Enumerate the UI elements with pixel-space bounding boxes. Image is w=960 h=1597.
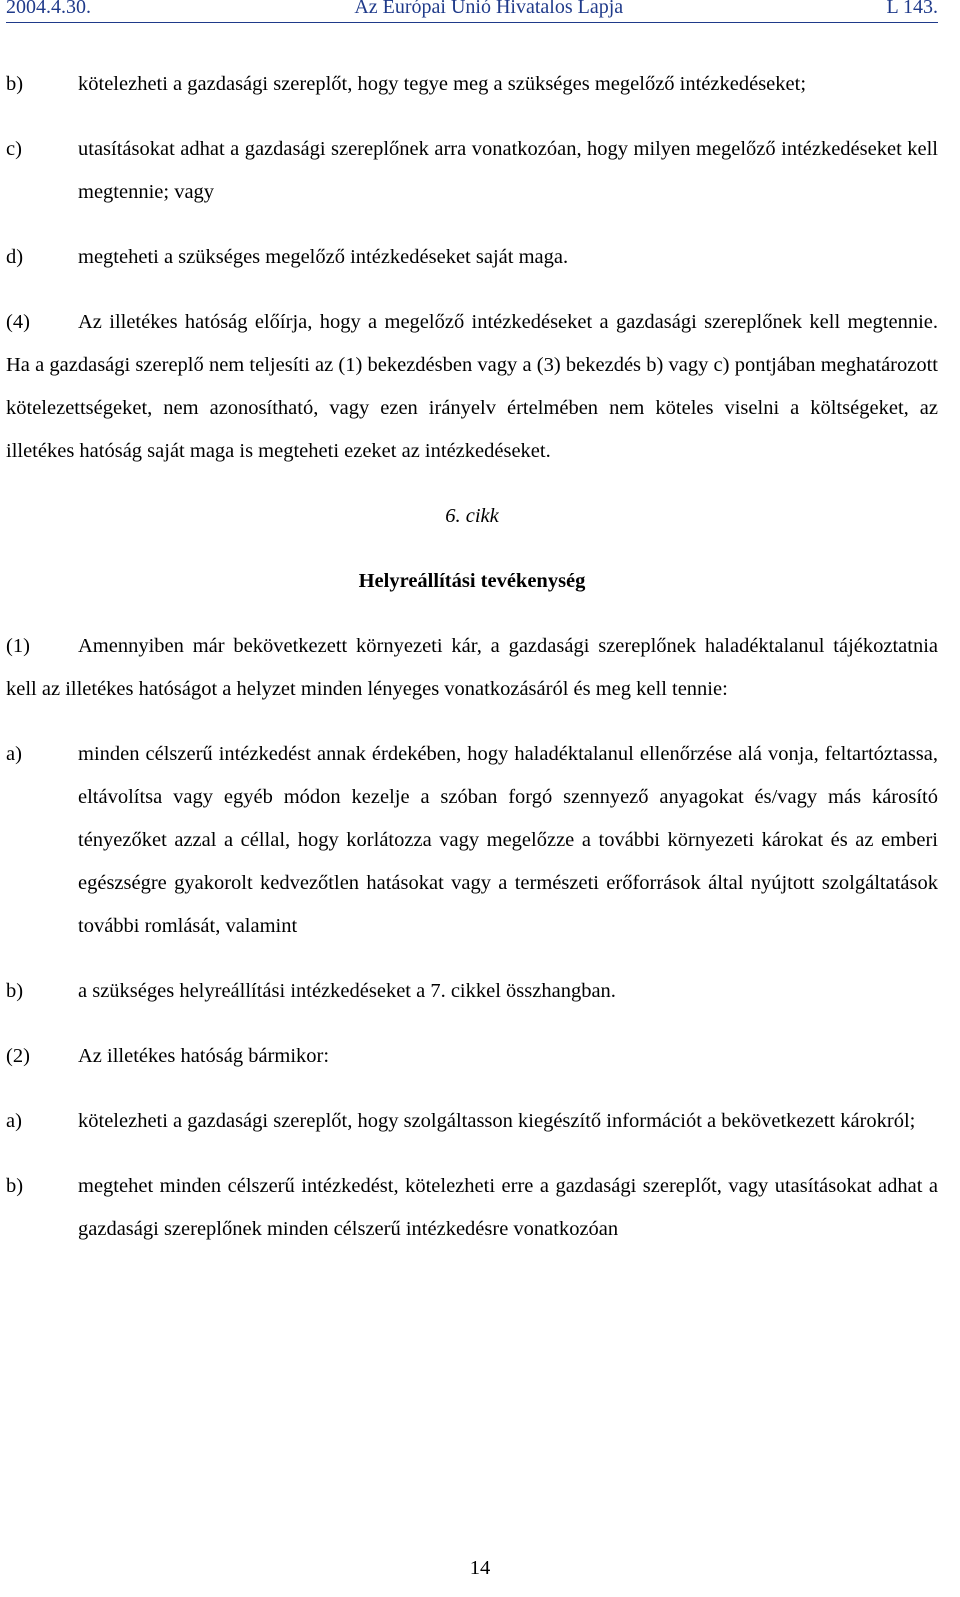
list-item (6, 236, 938, 279)
list-item (6, 1100, 938, 1143)
list-item (6, 1165, 938, 1251)
item-text: megteheti a szükséges megelőző intézkedéseket saját maga. (78, 246, 569, 268)
article-number: 6. cikk (445, 505, 499, 527)
header-issue: L 143. (886, 0, 938, 18)
list-item (6, 970, 938, 1013)
item-label: a) (6, 743, 22, 765)
page-header (6, 0, 938, 32)
item-text: a szükséges helyreállítási intézkedéseket a 7. cikkel összhangban. (78, 980, 616, 1002)
paragraph-1 (6, 625, 938, 711)
item-label: b) (6, 73, 24, 95)
list-item (6, 63, 938, 106)
item-label: a) (6, 1110, 22, 1132)
item-text: megtehet minden célszerű intézkedést, kötelezheti erre a gazdasági szereplőt, vagy utasításokat adhat a gazdasági szereplőnek minden célszerű intézkedésre vonatkozóan (78, 1175, 938, 1240)
article-title: Helyreállítási tevékenység (358, 570, 586, 592)
header-date: 2004.4.30. (6, 0, 91, 18)
paragraph-4 (6, 301, 938, 473)
item-label: d) (6, 246, 24, 268)
item-text: kötelezheti a gazdasági szereplőt, hogy szolgáltasson kiegészítő információt a bekövetkezett károkról; (78, 1110, 916, 1132)
page-number: 14 (469, 1557, 491, 1579)
list-item (6, 733, 938, 948)
item-label: b) (6, 980, 24, 1002)
paragraph-number: (1) (6, 635, 30, 657)
header-divider (6, 22, 938, 23)
item-label: c) (6, 138, 22, 160)
paragraph-text: Az illetékes hatóság bármikor: (78, 1045, 330, 1067)
list-item (6, 128, 938, 214)
document-body (6, 63, 938, 1273)
paragraph-number: (4) (6, 311, 30, 333)
paragraph-number: (2) (6, 1045, 30, 1067)
paragraph-2 (6, 1035, 938, 1078)
header-journal: Az Európai Unió Hivatalos Lapja (354, 0, 624, 18)
item-label: b) (6, 1175, 24, 1197)
item-text: minden célszerű intézkedést annak érdekében, hogy haladéktalanul ellenőrzése alá vonja, feltartóztassa, eltávolítsa vagy egyéb módon kezelje a szóban forgó szennyező anyagokat és/vagy más károsító tényezőket azzal a céllal, hogy korlátozza vagy megelőzze a további környezeti károkat és az emberi egészségre gyakorolt kedvezőtlen hatásokat vagy a természeti erőforrások által nyújtott szolgáltatások további romlását, valamint (78, 743, 938, 937)
item-text: utasításokat adhat a gazdasági szereplőnek arra vonatkozóan, hogy milyen megelőző intézkedéseket kell megtennie; vagy (78, 138, 938, 203)
paragraph-text: Az illetékes hatóság előírja, hogy a megelőző intézkedéseket a gazdasági szereplőnek kell megtennie. Ha a gazdasági szereplő nem teljesíti az (1) bekezdésben vagy a (3) bekezdés b) vagy c) pontjában meghatározott kötelezettségeket, nem azonosítható, vagy ezen irányelv értelmében nem köteles viselni a költségeket, az illetékes hatóság saját maga is megteheti ezeket az intézkedéseket. (6, 311, 938, 462)
paragraph-text: Amennyiben már bekövetkezett környezeti kár, a gazdasági szereplőnek haladéktalanul tájékoztatnia kell az illetékes hatóságot a helyzet minden lényeges vonatkozásáról és meg kell tennie: (6, 635, 938, 700)
item-text: kötelezheti a gazdasági szereplőt, hogy tegye meg a szükséges megelőző intézkedéseket; (78, 73, 807, 95)
